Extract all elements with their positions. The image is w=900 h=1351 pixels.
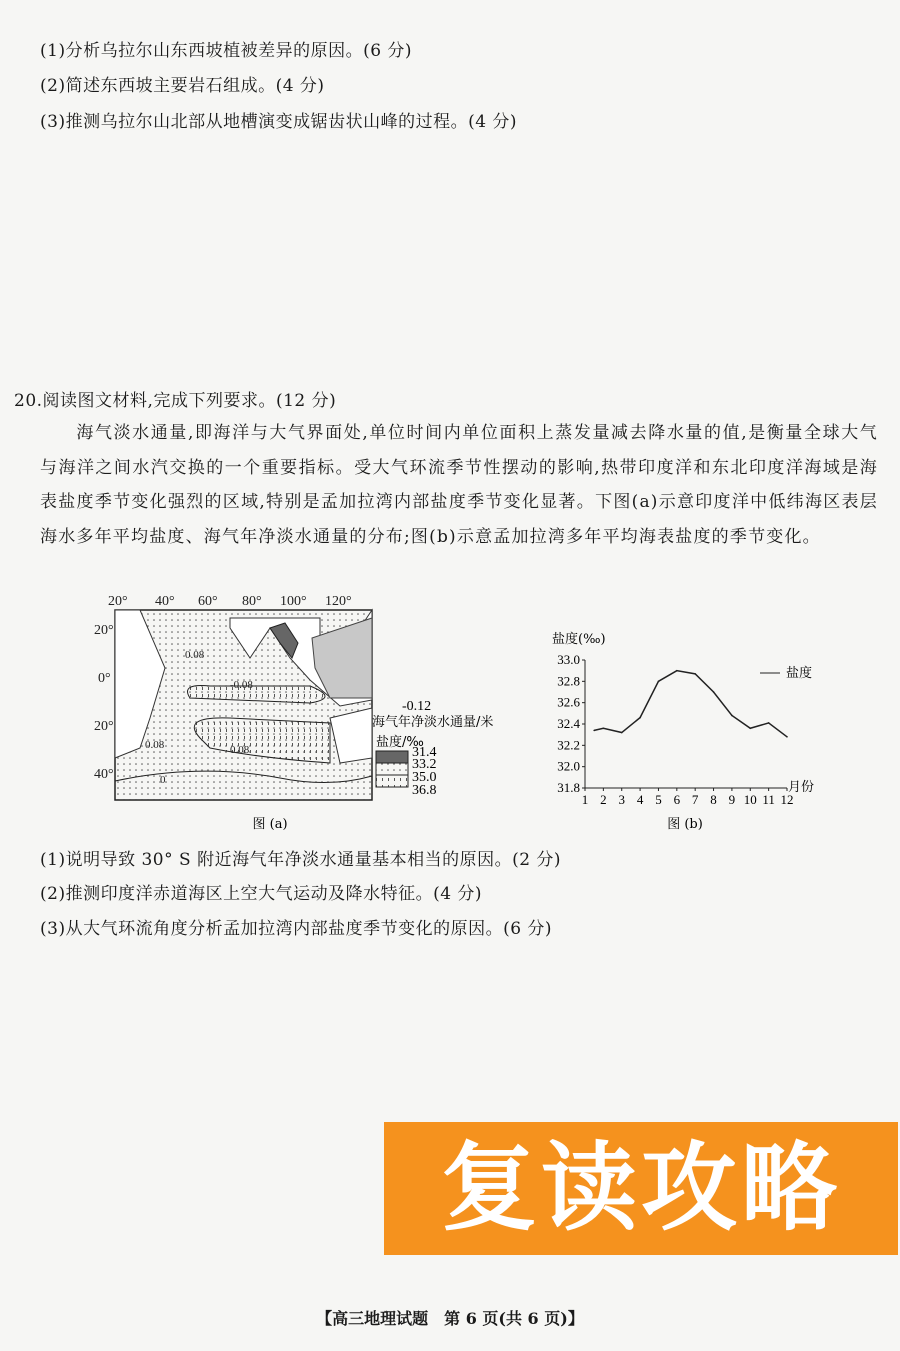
q19-item-1: (1)分析乌拉尔山东西坡植被差异的原因。(6 分) bbox=[40, 41, 413, 61]
indian-ocean-map bbox=[80, 588, 530, 833]
salinity-data-point bbox=[786, 736, 788, 738]
x-tick-label: 9 bbox=[728, 792, 736, 807]
map-caption: 图 (a) bbox=[252, 817, 288, 832]
lon-label: 20° bbox=[108, 594, 128, 609]
salinity-data-point bbox=[694, 673, 696, 675]
q20-heading: 20.阅读图文材料,完成下列要求。(12 分) bbox=[14, 391, 337, 411]
legend-label: 盐度 bbox=[786, 666, 813, 681]
lat-label: 40° bbox=[94, 767, 114, 782]
lat-label: 20° bbox=[94, 719, 114, 734]
y-tick-label: 32.4 bbox=[557, 716, 580, 731]
salinity-data-point bbox=[768, 722, 770, 724]
salinity-data-point bbox=[676, 670, 678, 672]
contour-label: -0.08 bbox=[230, 679, 253, 691]
legend-isoline-label: 海气年净淡水通量/米 bbox=[372, 715, 494, 730]
salinity-data-point bbox=[593, 730, 595, 732]
contour-label: 0 bbox=[160, 774, 166, 786]
lon-label: 60° bbox=[198, 594, 218, 609]
salinity-data-point bbox=[603, 727, 605, 729]
y-tick-label: 32.8 bbox=[557, 673, 580, 689]
chart-xlabel: 月份 bbox=[788, 780, 815, 795]
q20-material bbox=[40, 416, 878, 554]
q19-item-3: (3)推测乌拉尔山北部从地槽演变成锯齿状山峰的过程。(4 分) bbox=[40, 112, 518, 132]
x-tick-label: 11 bbox=[762, 792, 775, 807]
q20-item-1: (1)说明导致 30° S 附近海气年净淡水通量基本相当的原因。(2 分) bbox=[40, 850, 562, 870]
salinity-data-point bbox=[731, 715, 733, 717]
lat-label: 0° bbox=[98, 671, 111, 686]
x-tick-label: 10 bbox=[743, 792, 757, 807]
legend-isoline-sample: -0.12 bbox=[402, 699, 432, 714]
q20-item-3: (3)从大气环流角度分析孟加拉湾内部盐度季节变化的原因。(6 分) bbox=[40, 919, 553, 939]
lon-label: 100° bbox=[280, 594, 307, 609]
salinity-data-point bbox=[749, 727, 751, 729]
legend-salinity-title: 盐度/‰ bbox=[376, 735, 424, 750]
y-tick-label: 32.6 bbox=[557, 694, 580, 710]
contour-label: 0.08 bbox=[185, 649, 205, 661]
y-tick-label: 31.8 bbox=[557, 780, 580, 795]
y-tick-label: 32.0 bbox=[557, 758, 580, 774]
x-tick-label: 12 bbox=[780, 792, 794, 807]
contour-label: 0.08 bbox=[230, 744, 250, 756]
legend-value: 35.0 bbox=[412, 770, 437, 785]
q20-material-text: 海气淡水通量,即海洋与大气界面处,单位时间内单位面积上蒸发量减去降水量的值,是衡量全球大气与海洋之间水汽交换的一个重要指标。受大气环流季节性摆动的影响,热带印度洋和东北印度洋海域是海表盐度季节变化强烈的区域,特别是孟加拉湾内部盐度季节变化显著。下图(a)示意印度洋中低纬海区表层海水多年平均盐度、海气年净淡水通量的分布;图(b)示意孟加拉湾多年平均海表盐度的季节变化。 bbox=[40, 423, 878, 547]
salinity-data-point bbox=[658, 681, 660, 683]
x-tick-label: 4 bbox=[636, 792, 644, 807]
lon-label: 80° bbox=[242, 594, 262, 609]
q19-item-2: (2)简述东西坡主要岩石组成。(4 分) bbox=[40, 76, 325, 96]
y-tick-label: 32.2 bbox=[557, 737, 580, 753]
x-tick-label: 2 bbox=[600, 792, 607, 807]
lon-label: 120° bbox=[325, 594, 352, 609]
salinity-data-point bbox=[639, 717, 641, 719]
contour-label: 0.08 bbox=[145, 739, 165, 751]
salinity-series-line bbox=[594, 671, 787, 737]
x-tick-label: 8 bbox=[710, 792, 717, 807]
chart-ylabel: 盐度(‰) bbox=[552, 632, 606, 647]
legend-value: 33.2 bbox=[412, 757, 437, 772]
lat-label: 20° bbox=[94, 623, 114, 638]
map-legend bbox=[372, 699, 493, 798]
page-footer: 【高三地理试题 第 6 页(共 6 页)】 bbox=[316, 1309, 584, 1328]
chart-caption: 图 (b) bbox=[667, 817, 703, 832]
x-tick-label: 6 bbox=[673, 792, 681, 807]
x-tick-label: 5 bbox=[655, 792, 662, 807]
legend-value: 36.8 bbox=[412, 783, 437, 798]
y-tick-label: 33.0 bbox=[557, 652, 580, 667]
x-tick-label: 3 bbox=[618, 792, 625, 807]
lon-label: 40° bbox=[155, 594, 175, 609]
salinity-line-chart bbox=[540, 625, 840, 835]
legend-value: 31.4 bbox=[412, 745, 437, 760]
salinity-data-point bbox=[713, 691, 715, 693]
salinity-data-point bbox=[621, 732, 623, 734]
watermark-banner: 复读攻略 bbox=[384, 1122, 898, 1255]
x-tick-label: 7 bbox=[691, 792, 699, 807]
x-tick-label: 1 bbox=[581, 792, 589, 807]
q20-item-2: (2)推测印度洋赤道海区上空大气运动及降水特征。(4 分) bbox=[40, 884, 483, 904]
